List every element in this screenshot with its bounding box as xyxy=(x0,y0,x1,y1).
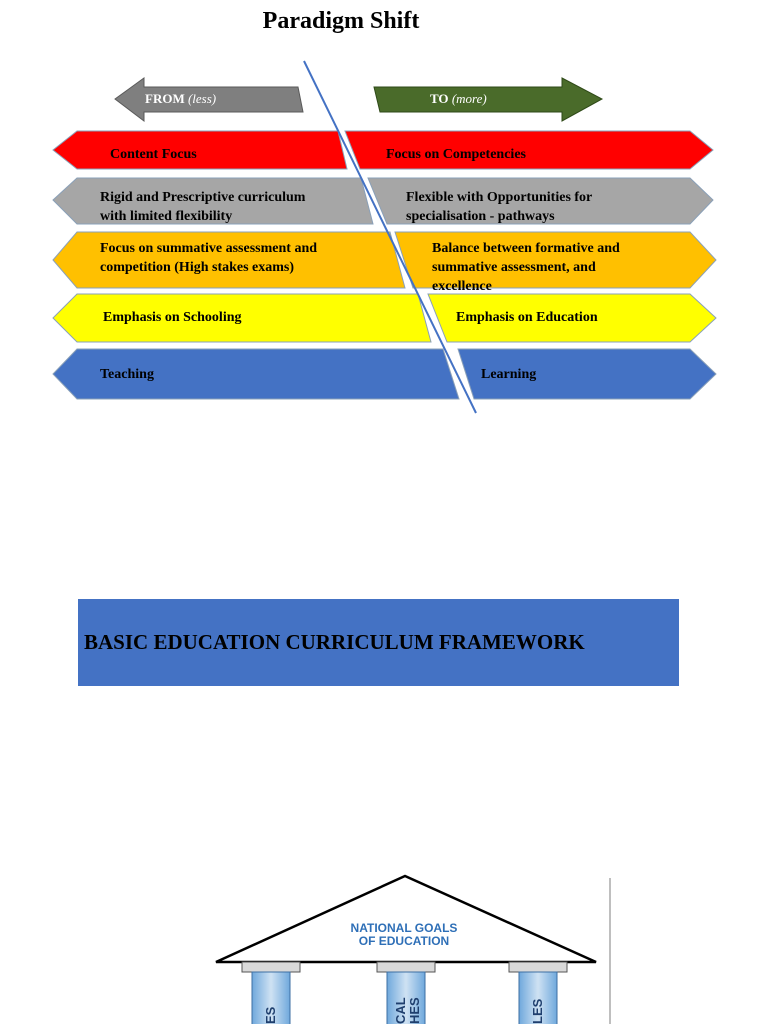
framework-house-diagram xyxy=(200,870,620,1024)
roof-shape xyxy=(216,876,596,962)
pillar-cap-right xyxy=(509,962,567,972)
page-title: Paradigm Shift xyxy=(262,8,420,34)
roof-line-2: OF EDUCATION xyxy=(358,934,450,948)
row-4-to-text: Emphasis on Education xyxy=(456,310,598,325)
row-5-to-text: Learning xyxy=(481,367,537,382)
from-arrow-label: FROM xyxy=(145,91,185,106)
row-3-to-text: Balance between formative and summative assessment, and excellence xyxy=(432,241,620,294)
pillar-cap-center xyxy=(377,962,435,972)
pillar-center-text-1: CAL xyxy=(393,997,408,1024)
pillar-right-text: LES xyxy=(530,998,545,1024)
row-2-to-text: Flexible with Opportunities for specialisation - pathways xyxy=(406,190,593,224)
pillar-cap-left xyxy=(242,962,300,972)
row-1-to-text: Focus on Competencies xyxy=(386,147,526,162)
row-4-from-text: Emphasis on Schooling xyxy=(103,310,242,325)
row-1-from-shape xyxy=(53,131,347,169)
svg-text:FROM (less) xyxy=(145,91,216,106)
to-arrow-icon xyxy=(374,78,602,121)
framework-banner xyxy=(78,599,679,686)
row-1-from-text: Content Focus xyxy=(110,147,197,162)
roof-line-1: NATIONAL GOALS xyxy=(350,921,458,935)
pillar-center-text-2: HES xyxy=(407,997,422,1024)
row-5-from-text: Teaching xyxy=(100,367,154,382)
framework-banner-title: BASIC EDUCATION CURRICULUM FRAMEWORK xyxy=(84,630,585,654)
from-arrow-qualifier: (less) xyxy=(187,91,217,106)
pillar-left-text: ES xyxy=(263,1006,278,1024)
svg-text:TO (more) xyxy=(430,91,487,106)
row-3-from-text: Focus on summative assessment and competition (High stakes exams) xyxy=(100,241,318,275)
to-arrow-qualifier: (more) xyxy=(451,91,487,106)
row-2-from-text: Rigid and Prescriptive curriculum with limited flexibility xyxy=(100,190,306,224)
to-arrow-label: TO xyxy=(430,91,449,106)
